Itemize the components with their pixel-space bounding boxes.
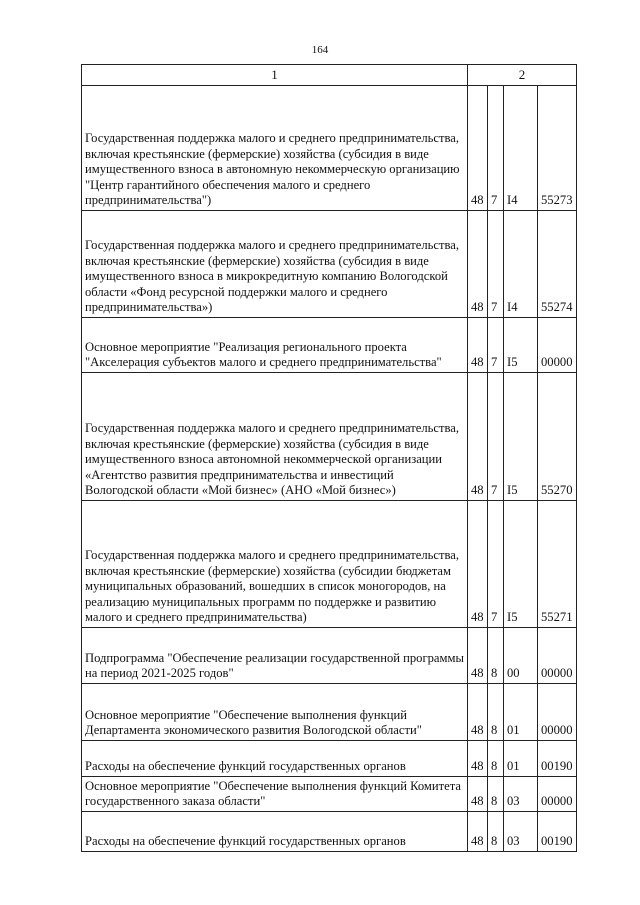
code-2: 7 [488,318,504,373]
code-1: 48 [468,684,488,741]
code-4: 55274 [538,211,577,318]
table-row [82,373,577,501]
table-row [82,684,577,741]
table-row [82,777,577,812]
code-4: 00000 [538,777,577,812]
code-2: 7 [488,501,504,628]
row-name: Расходы на обеспечение функций государственных органов [82,741,468,777]
code-3: 03 [504,777,538,812]
code-3: 00 [504,628,538,684]
table-row [82,86,577,211]
code-4: 55270 [538,373,577,501]
code-1: 48 [468,628,488,684]
row-name: Основное мероприятие "Обеспечение выполнения функций Департамента экономического развития Вологодской области" [82,684,468,741]
code-2: 8 [488,812,504,852]
header-col-1: 1 [82,65,468,86]
row-name: Государственная поддержка малого и среднего предпринимательства, включая крестьянские (фермерские) хозяйства (субсидия в виде имущественного взноса в автономную некоммерческую организацию "Центр гарантийного обеспечения малого и среднего предпринимательства") [82,86,468,211]
code-4: 00000 [538,318,577,373]
table-row [82,741,577,777]
header-col-2: 2 [468,65,577,86]
page-number: 164 [311,44,329,56]
code-1: 48 [468,501,488,628]
code-3: I4 [504,211,538,318]
code-4: 00000 [538,628,577,684]
code-3: I4 [504,86,538,211]
code-2: 8 [488,684,504,741]
code-2: 7 [488,373,504,501]
table-row [82,211,577,318]
table-row [82,628,577,684]
row-name: Основное мероприятие "Реализация регионального проекта "Акселерация субъектов малого и среднего предпринимательства" [82,318,468,373]
table-row [82,318,577,373]
table-row [82,501,577,628]
row-name: Государственная поддержка малого и среднего предпринимательства, включая крестьянские (фермерские) хозяйства (субсидии бюджетам муниципальных образований, вошедших в список моногородов, на реализацию муниципальных программ по поддержке и развитию малого и среднего предпринимательства) [82,501,468,628]
code-2: 8 [488,741,504,777]
code-1: 48 [468,86,488,211]
row-name: Расходы на обеспечение функций государственных органов [82,812,468,852]
code-4: 00190 [538,812,577,852]
code-4: 00190 [538,741,577,777]
row-name: Подпрограмма "Обеспечение реализации государственной программы на период 2021-2025 годов" [82,628,468,684]
budget-table [81,64,577,852]
row-name: Государственная поддержка малого и среднего предпринимательства, включая крестьянские (фермерские) хозяйства (субсидия в виде имущественного взноса автономной некоммерческой организации «Агентство развития предпринимательства и инвестиций Вологодской области «Мой бизнес» (АНО «Мой бизнес») [82,373,468,501]
code-1: 48 [468,211,488,318]
code-2: 8 [488,777,504,812]
row-name: Государственная поддержка малого и среднего предпринимательства, включая крестьянские (фермерские) хозяйства (субсидия в виде имущественного взноса в микрокредитную компанию Вологодской области «Фонд ресурсной поддержки малого и среднего предпринимательства») [82,211,468,318]
row-name: Основное мероприятие "Обеспечение выполнения функций Комитета государственного заказа области" [82,777,468,812]
code-2: 7 [488,86,504,211]
code-4: 00000 [538,684,577,741]
code-2: 7 [488,211,504,318]
code-3: I5 [504,373,538,501]
code-1: 48 [468,318,488,373]
code-1: 48 [468,373,488,501]
code-3: 03 [504,812,538,852]
header-row [82,65,577,86]
code-3: 01 [504,684,538,741]
code-4: 55271 [538,501,577,628]
code-2: 8 [488,628,504,684]
code-3: I5 [504,318,538,373]
code-3: 01 [504,741,538,777]
code-1: 48 [468,741,488,777]
table-row [82,812,577,852]
code-1: 48 [468,777,488,812]
code-3: I5 [504,501,538,628]
code-1: 48 [468,812,488,852]
code-4: 55273 [538,86,577,211]
